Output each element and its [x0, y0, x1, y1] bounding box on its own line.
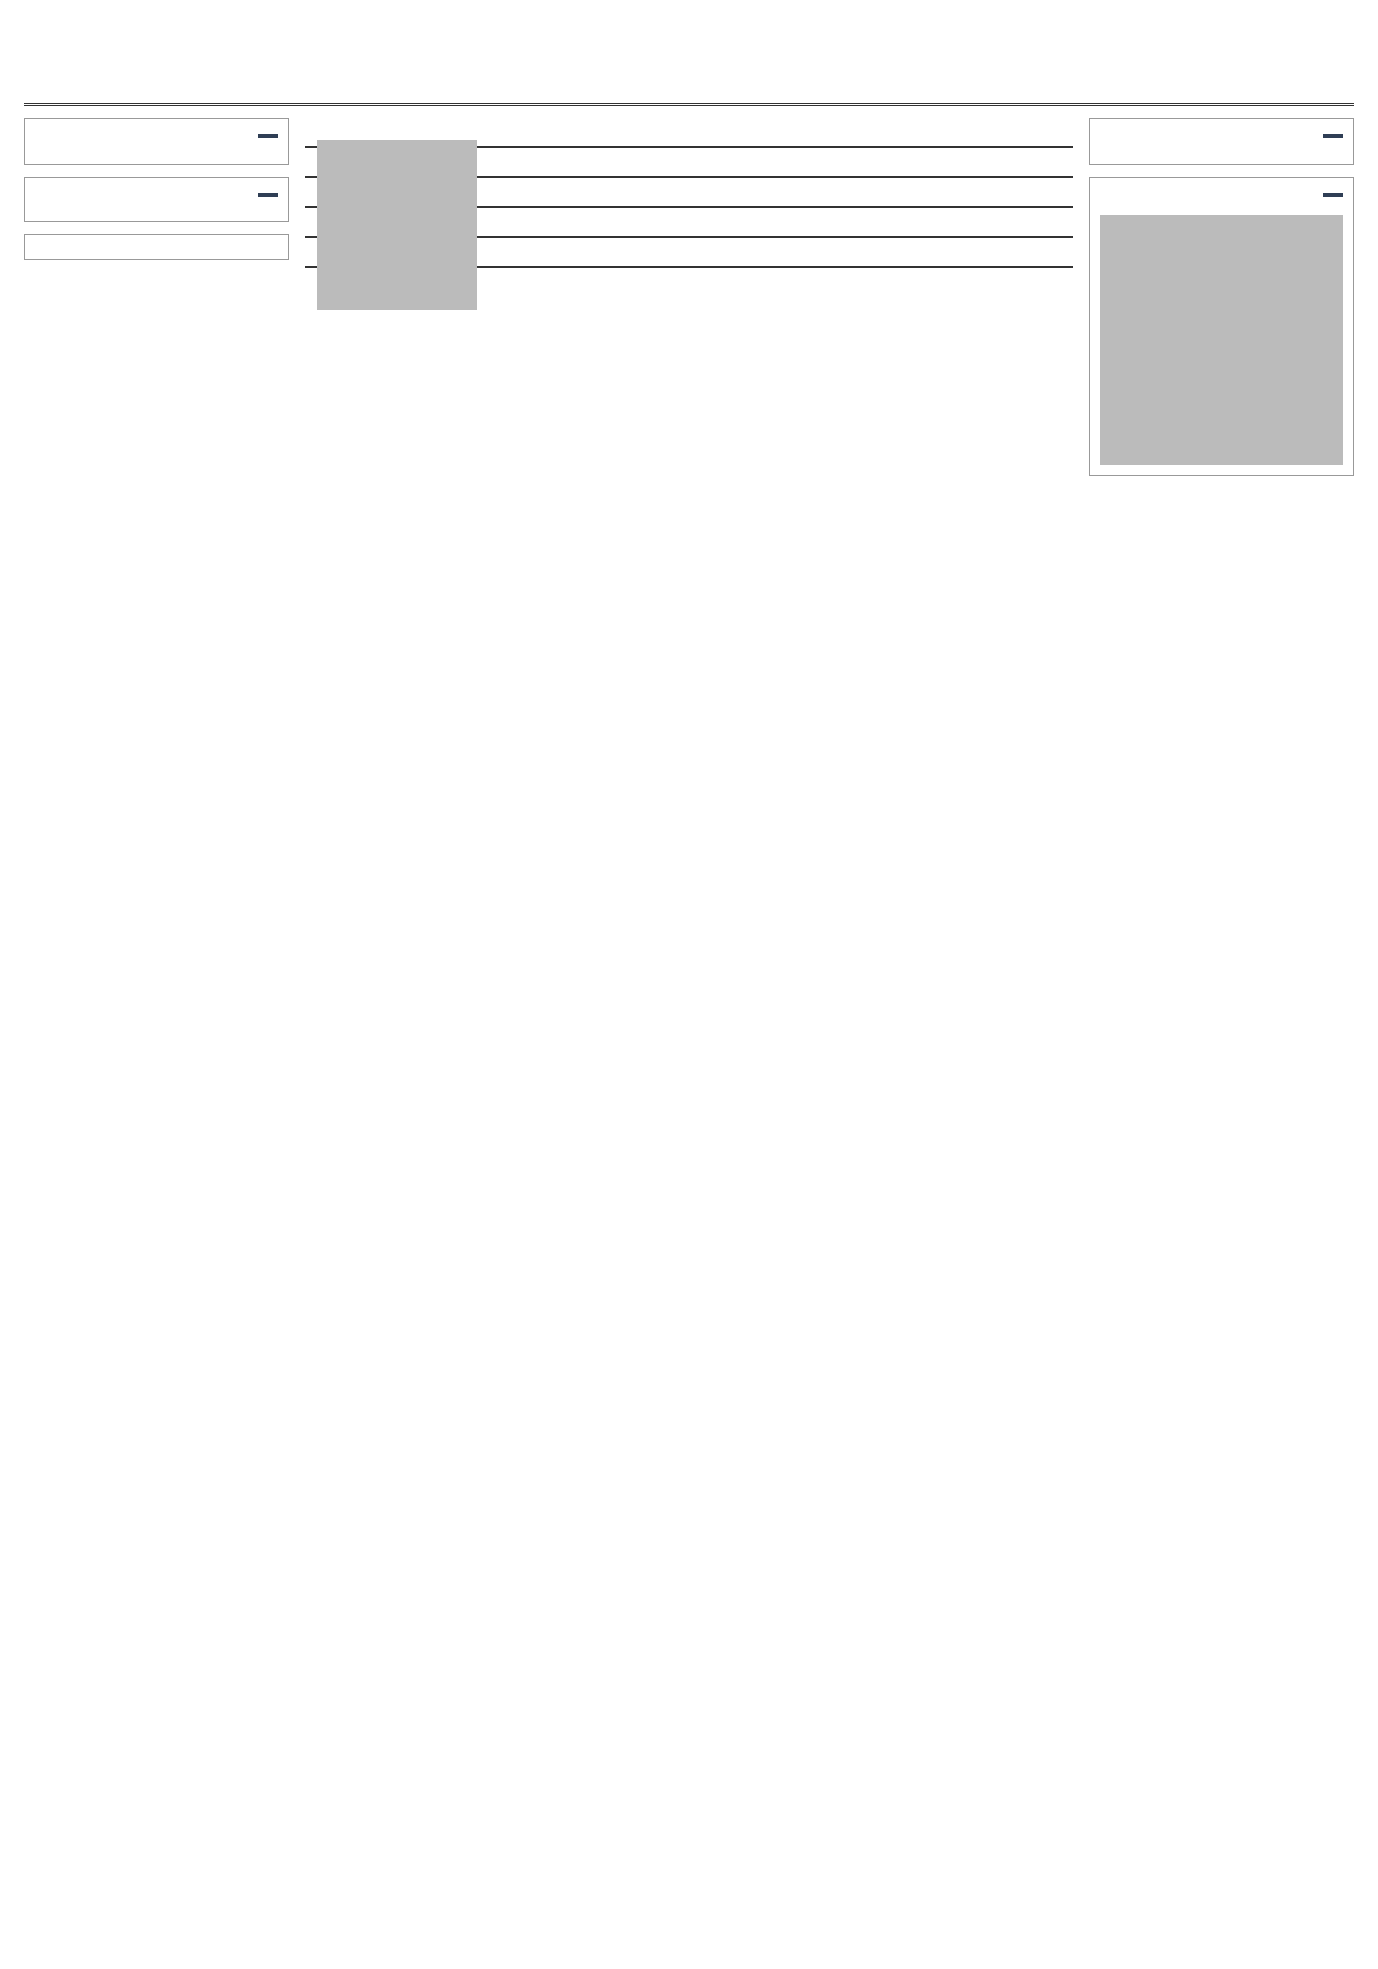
editorial-box: [1089, 118, 1354, 165]
right-column: [1089, 118, 1354, 1948]
masthead: [24, 20, 1354, 106]
national-news-tag: [258, 193, 278, 197]
lead-story: [305, 118, 1073, 148]
local-news-photo: [1100, 215, 1343, 465]
national-news-box: [24, 177, 289, 222]
local-news-tag: [1323, 193, 1343, 197]
note-box: [24, 118, 289, 165]
left-column: [24, 118, 289, 1948]
editorial-tag: [1323, 134, 1343, 138]
brief-box: [24, 234, 289, 260]
lead-story-photo: [317, 140, 477, 310]
local-news-box: [1089, 177, 1354, 476]
note-tag: [258, 134, 278, 138]
page-body: [24, 118, 1354, 1948]
main-column: [305, 118, 1073, 1948]
